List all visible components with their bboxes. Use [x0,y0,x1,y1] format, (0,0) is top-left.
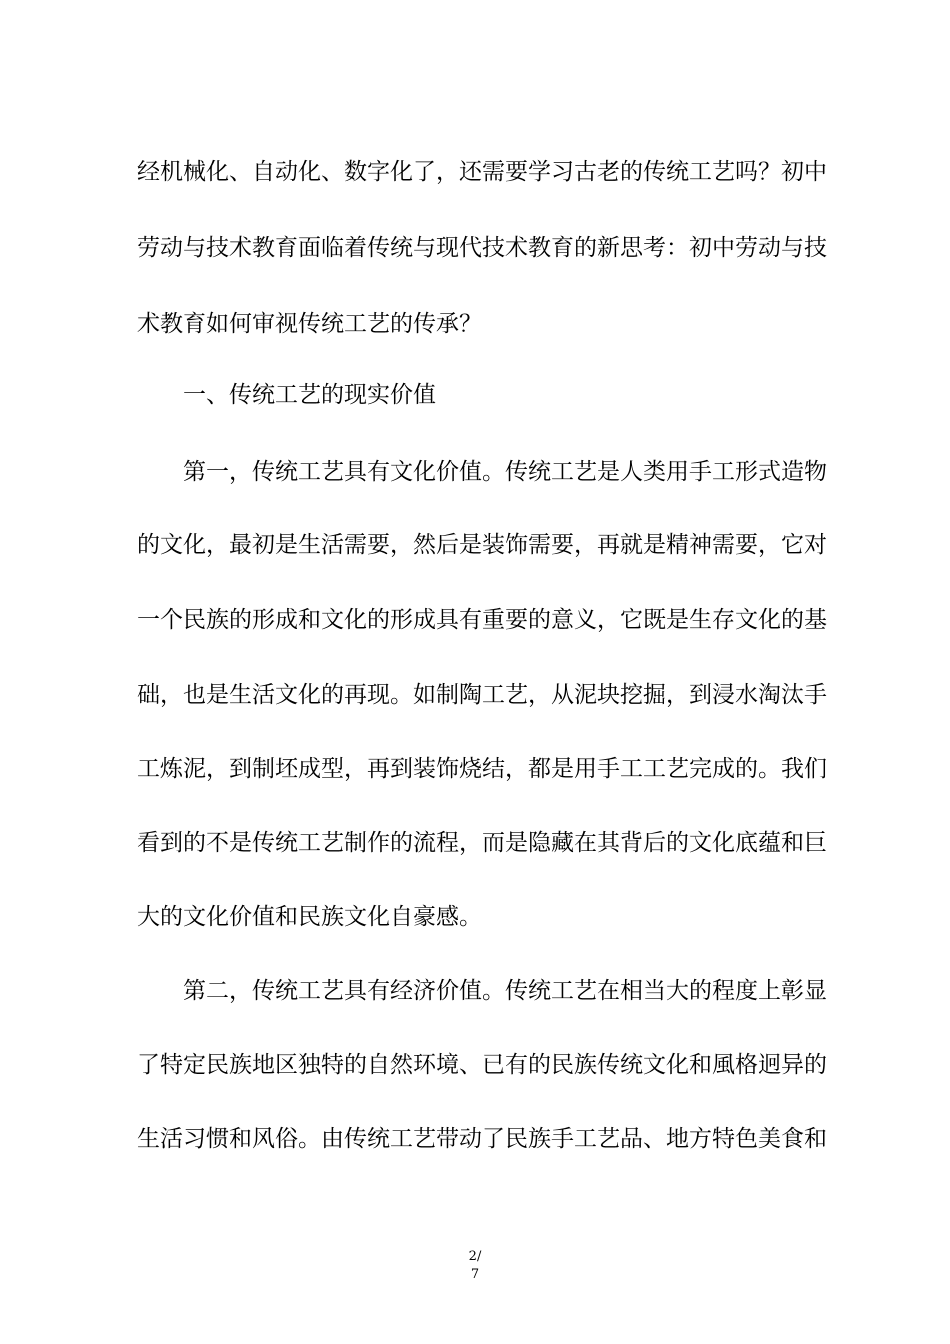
page-number-total: 7 [470,1267,480,1282]
text-line: 劳动与技术教育面临着传统与现代技术教育的新思考：初中劳动与技 [137,235,827,261]
text-line: 工炼泥，到制坯成型，再到装饰烧结，都是用手工工艺完成的。我们 [137,756,827,782]
text-line: 第二，传统工艺具有经济价值。传统工艺在相当大的程度上彰显 [183,978,827,1004]
text-line: 的文化，最初是生活需要，然后是装饰需要，再就是精神需要，它对 [137,532,827,558]
text-line: 一个民族的形成和文化的形成具有重要的意义，它既是生存文化的基 [137,607,827,633]
text-line: 经机械化、自动化、数字化了，还需要学习古老的传统工艺吗？初中 [137,159,827,185]
text-line: 了特定民族地区独特的自然环境、已有的民族传统文化和風格迥异的 [137,1052,827,1078]
text-line: 础，也是生活文化的再现。如制陶工艺，从泥块挖掘，到浸水淘汰手 [137,682,827,708]
text-line: 大的文化价值和民族文化自豪感。 [137,904,482,930]
page-number [0,1248,950,1284]
text-line: 术教育如何审视传统工艺的传承？ [137,311,482,337]
text-line: 第一，传统工艺具有文化价值。传统工艺是人类用手工形式造物 [183,459,827,485]
page-number-current: 2/ [468,1249,482,1264]
section-heading: 一、传统工艺的现实价值 [183,382,436,408]
text-line: 生活习惯和风俗。由传统工艺带动了民族手工艺品、地方特色美食和 [137,1126,827,1152]
text-line: 看到的不是传统工艺制作的流程，而是隐藏在其背后的文化底蕴和巨 [137,830,827,856]
